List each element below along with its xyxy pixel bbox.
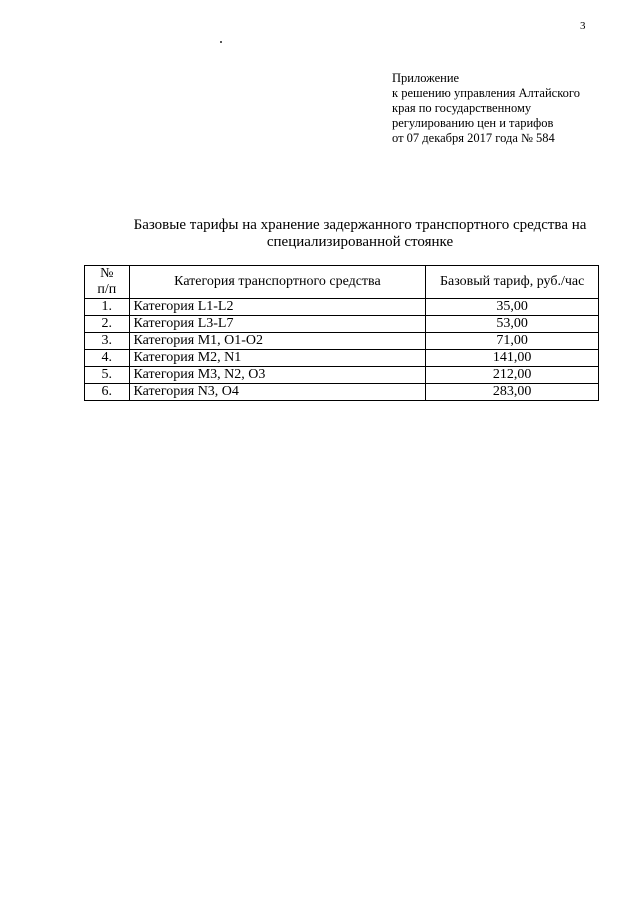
scan-speck [220,41,222,43]
row-category: Категория М2, N1 [129,350,426,367]
row-tariff: 71,00 [426,333,599,350]
row-number: 1. [85,299,130,316]
header-number [85,266,130,299]
header-number-symbol: № [100,266,114,281]
table-row [85,299,599,316]
row-number: 6. [85,384,130,401]
annex-line: от 07 декабря 2017 года № 584 [392,131,555,145]
row-category: Категория L3-L7 [129,316,426,333]
header-number-abbr: п/п [97,282,117,297]
annex-block [392,71,580,146]
row-tariff: 141,00 [426,350,599,367]
row-category: Категория N3, О4 [129,384,426,401]
row-number: 5. [85,367,130,384]
annex-line: регулированию цен и тарифов [392,116,554,130]
header-category: Категория транспортного средства [129,266,426,299]
header-tariff: Базовый тариф, руб./час [426,266,599,299]
table-header-row [85,266,599,299]
table-row [85,316,599,333]
table-row [85,367,599,384]
annex-line: края по государственному [392,101,532,115]
row-tariff: 53,00 [426,316,599,333]
row-tariff: 212,00 [426,367,599,384]
table-row [85,384,599,401]
table-row [85,350,599,367]
tariff-table [84,265,599,401]
row-category: Категория L1-L2 [129,299,426,316]
document-title [80,217,640,251]
row-tariff: 283,00 [426,384,599,401]
row-tariff: 35,00 [426,299,599,316]
row-category: Категория М1, О1-О2 [129,333,426,350]
table-row [85,333,599,350]
document-title-line: Базовые тарифы на хранение задержанного транспортного средства на [133,217,587,233]
annex-line: к решению управления Алтайского [392,86,580,100]
row-number: 3. [85,333,130,350]
row-number: 2. [85,316,130,333]
page-number: 3 [580,20,586,32]
annex-line: Приложение [392,71,460,85]
document-title-line: специализированной стоянке [266,234,454,250]
row-number: 4. [85,350,130,367]
row-category: Категория М3, N2, О3 [129,367,426,384]
